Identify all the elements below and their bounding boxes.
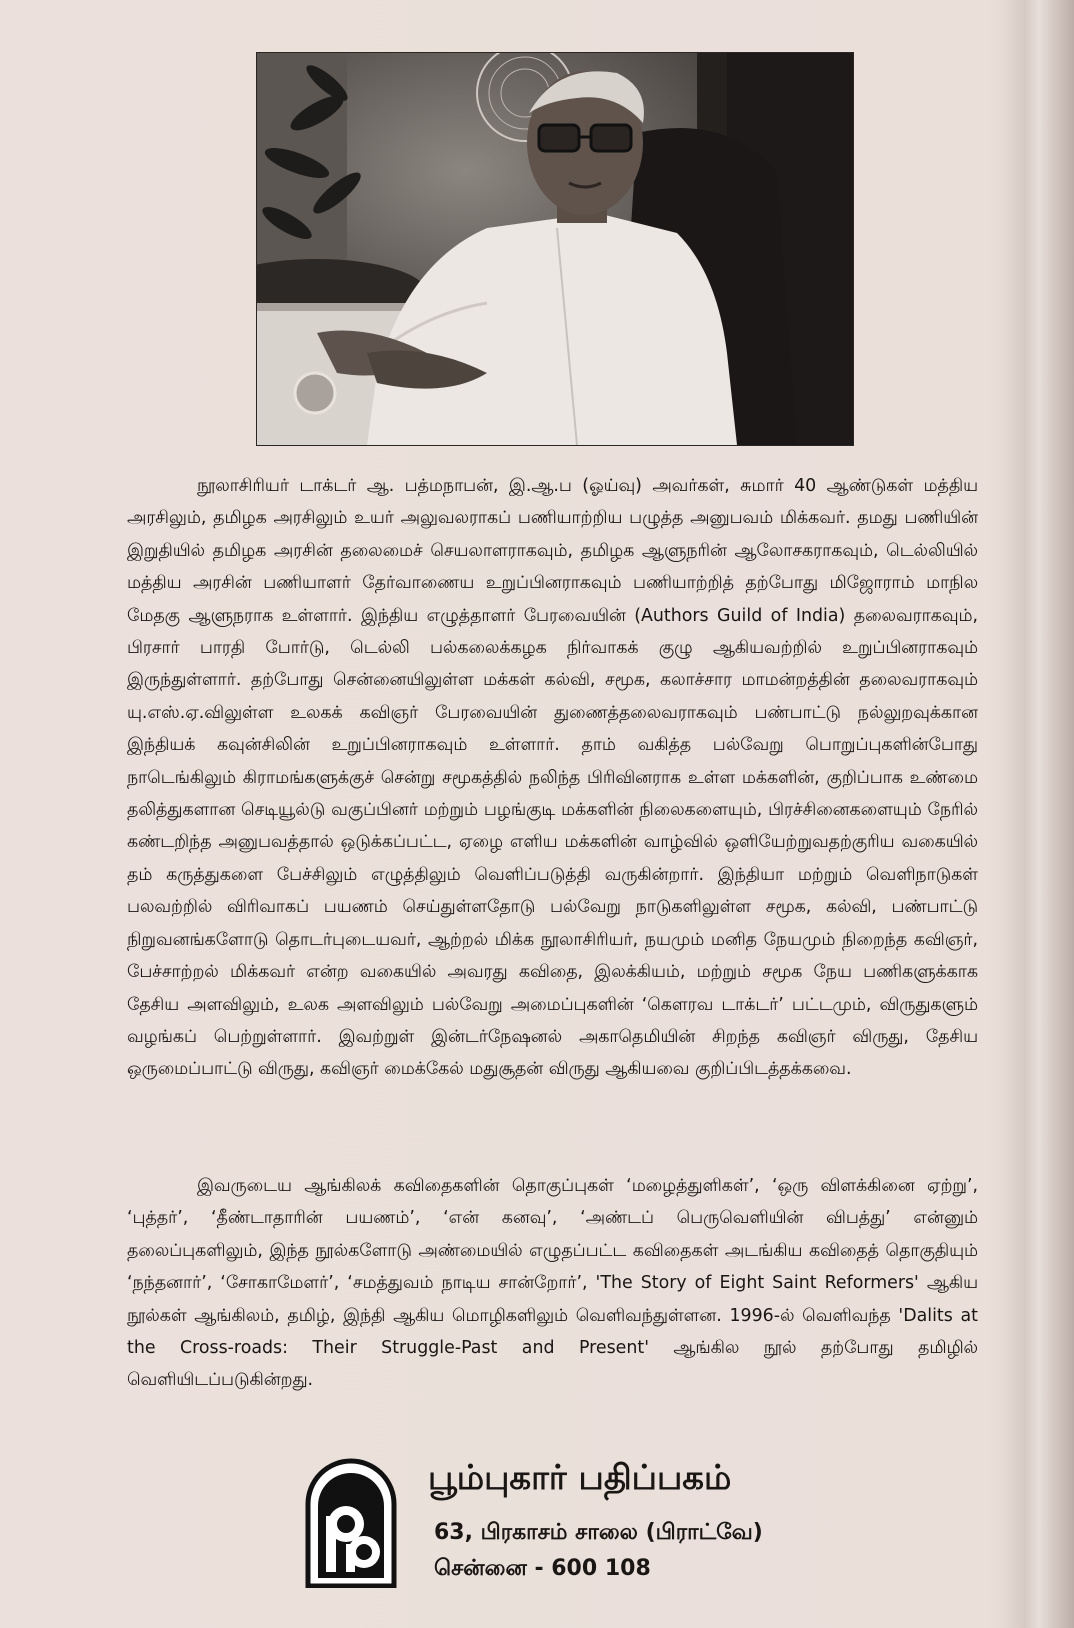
spine-edge xyxy=(1004,0,1074,1628)
publisher-city: சென்னை - 600 108 xyxy=(434,1556,651,1581)
author-photo-drawing xyxy=(257,53,853,445)
author-photo xyxy=(256,52,854,446)
publisher-logo-icon xyxy=(304,1456,398,1588)
publisher-name: பூம்புகார் பதிப்பகம் xyxy=(428,1458,732,1498)
publisher-address: 63, பிரகாசம் சாலை (பிராட்வே) xyxy=(434,1520,763,1545)
publisher-block xyxy=(304,1456,864,1596)
author-works: இவருடைய ஆங்கிலக் கவிதைகளின் தொகுப்புகள் ‘மழைத்துளிகள்’, ‘ஒரு விளக்கினை ஏற்று’, ‘புத்தர்’, ‘தீண்டாதாரின் பயணம்’, ‘என் கனவு’, ‘அண்டப் பெருவெளியின் விபத்து’ என்னும் தலைப்புகளிலும், இந்த நூல்களோடு அண்மையில் எழுதப்பட்ட கவிதைகள் அடங்கிய கவிதைத் தொகுதியும் ‘நந்தனார்’, ‘சோகாமேளர்’, ‘சமத்துவம் நாடிய சான்றோர்’, 'The Story of Eight Saint Reformers' ஆகிய நூல்கள் ஆங்கிலம், தமிழ், இந்தி ஆகிய மொழிகளிலும் வெளிவந்துள்ளன. 1996-ல் வெளிவந்த 'Dalits at the Cross-roads: Their Struggle-Past and Present' ஆங்கில நூல் தற்போது தமிழில் வெளியிடப்படுகின்றது. xyxy=(127,1176,978,1391)
author-biography: நூலாசிரியர் டாக்டர் ஆ. பத்மநாபன், இ.ஆ.ப (ஓய்வு) அவர்கள், சுமார் 40 ஆண்டுகள் மத்திய அரசிலும், தமிழக அரசிலும் உயர் அலுவலராகப் பணியாற்றிய பழுத்த அனுபவம் மிக்கவர். தமது பணியின் இறுதியில் தமிழக அரசின் தலைமைச் செயலாளராகவும், தமிழக ஆளுநரின் ஆலோசகராகவும், டெல்லியில் மத்திய அரசின் பணியாளர் தேர்வாணைய உறுப்பினராகவும் பணியாற்றித் தற்போது மிஜோராம் மாநில மேதகு ஆளுநராக உள்ளார். இந்திய எழுத்தாளர் பேரவையின் (Authors Guild of India) தலைவராகவும், பிரசார் பாரதி போர்டு, டெல்லி பல்கலைக்கழக நிர்வாகக் குழு ஆகியவற்றில் உறுப்பினராகவும் இருந்துள்ளார். தற்போது சென்னையிலுள்ள மக்கள் கல்வி, சமூக, கலாச்சார மாமன்றத்தின் தலைவராகவும் யு.எஸ்.ஏ.விலுள்ள உலகக் கவிஞர் பேரவையின் துணைத்தலைவராகவும் பண்பாட்டு நல்லுறவுக்கான இந்தியக் கவுன்சிலின் உறுப்பினராகவும் உள்ளார். தாம் வகித்த பல்வேறு பொறுப்புகளின்போது நாடெங்கிலும் கிராமங்களுக்குச் சென்று சமூகத்தில் நலிந்த பிரிவினராக உள்ள மக்களின், குறிப்பாக உண்மை தலித்துகளான செடியூல்டு வகுப்பினர் மற்றும் பழங்குடி மக்களின் நிலைகளையும், பிரச்சினைகளையும் நேரில் கண்டறிந்த அனுபவத்தால் ஒடுக்கப்பட்ட, ஏழை எளிய மக்களின் வாழ்வில் ஒளியேற்றுவதற்குரிய வகையில் தம் கருத்துகளை பேச்சிலும் எழுத்திலும் வெளிப்படுத்தி வருகின்றார். இந்தியா மற்றும் வெளிநாடுகள் பலவற்றில் விரிவாகப் பயணம் செய்துள்ளதோடு பல்வேறு நாடுகளிலுள்ள சமூக, கல்வி, பண்பாட்டு நிறுவனங்களோடு தொடர்புடையவர், ஆற்றல் மிக்க நூலாசிரியர், நயமும் மனித நேயமும் நிறைந்த கவிஞர், பேச்சாற்றல் மிக்கவர் என்ற வகையில் அவரது கவிதை, இலக்கியம், மற்றும் சமூக நேய பணிகளுக்காக தேசிய அளவிலும், உலக அளவிலும் பல்வேறு அமைப்புகளின் ‘கௌரவ டாக்டர்’ பட்டமும், விருதுகளும் வழங்கப் பெற்றுள்ளார். இவற்றுள் இன்டர்நேஷனல் அகாதெமியின் சிறந்த கவிஞர் விருது, தேசிய ஒருமைப்பாட்டு விருது, கவிஞர் மைக்கேல் மதுசூதன் விருது ஆகியவை குறிப்பிடத்தக்கவை. xyxy=(127,476,978,1080)
